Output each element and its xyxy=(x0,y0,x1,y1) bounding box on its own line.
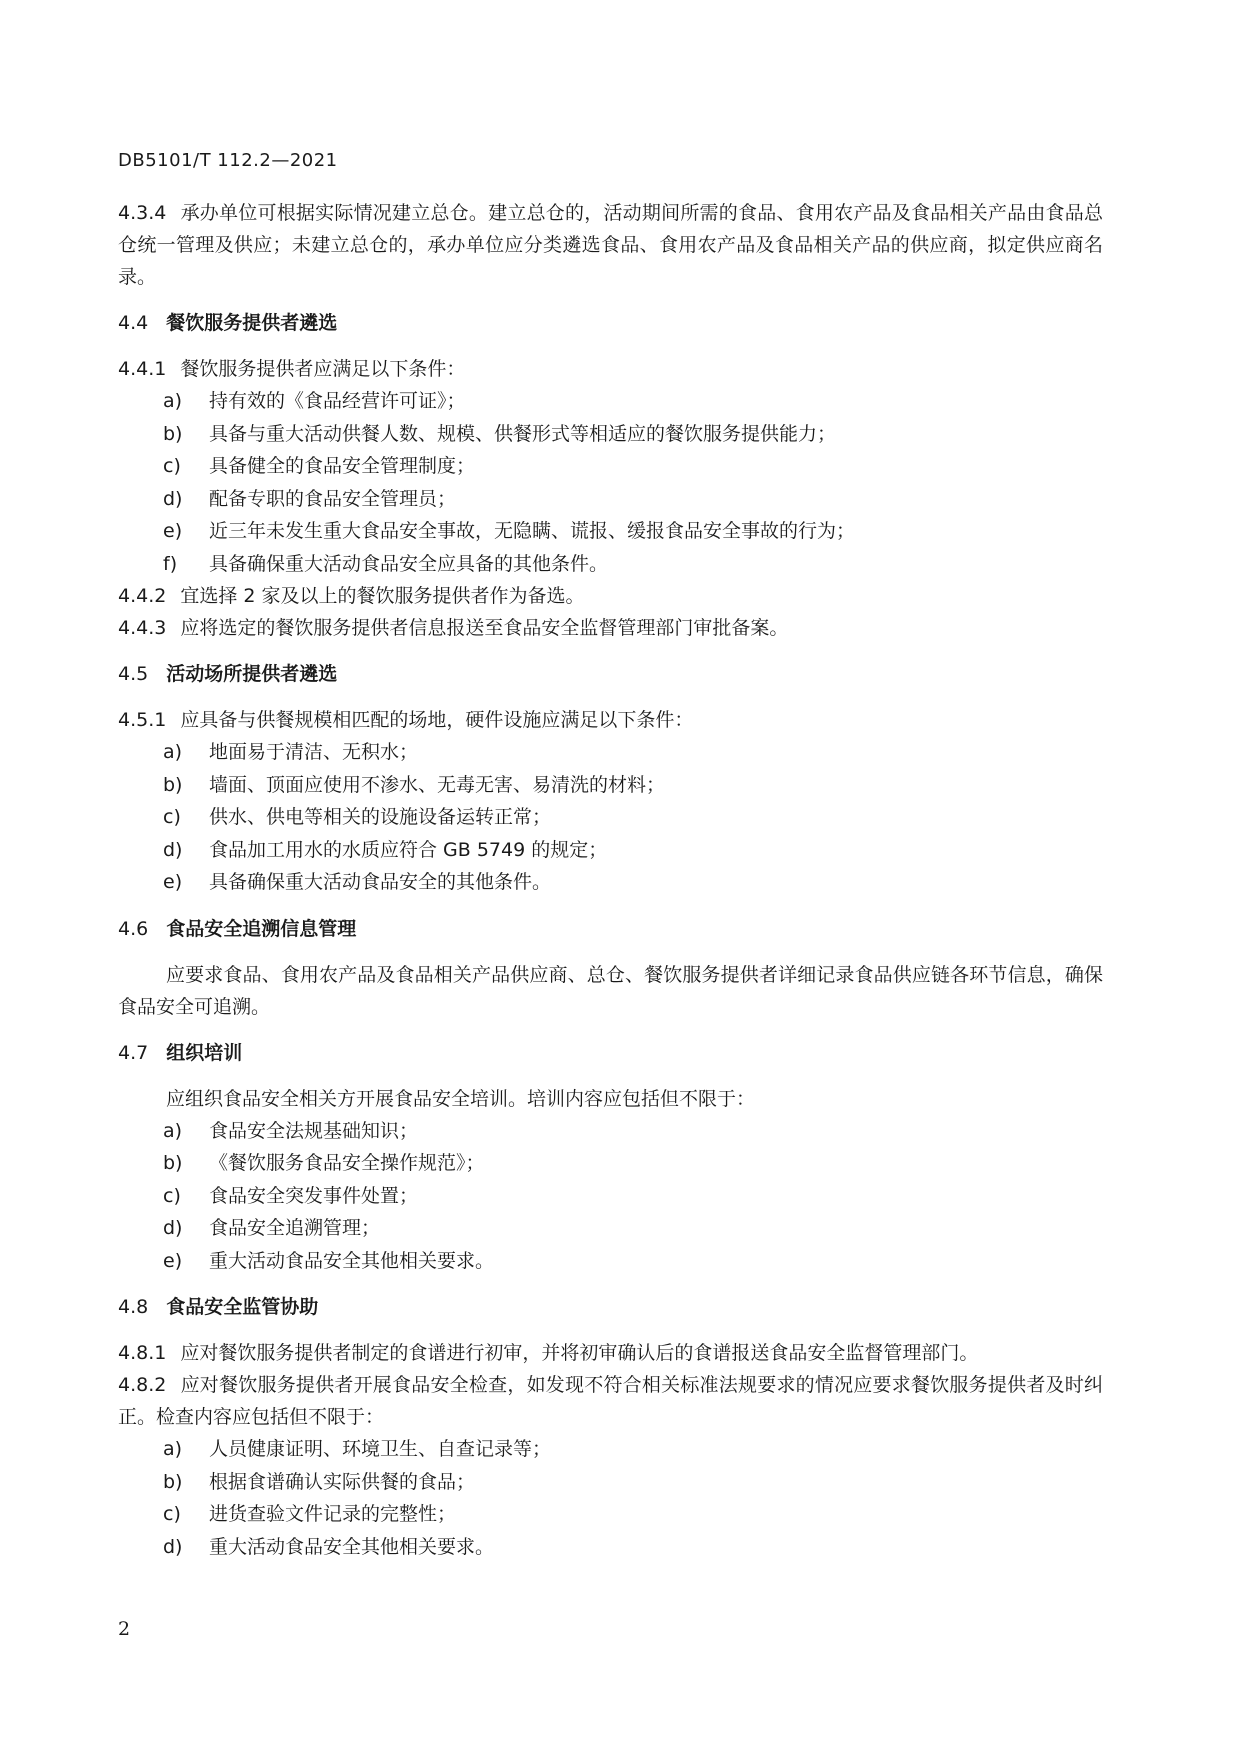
section-heading-4-5 xyxy=(118,658,1103,690)
clause-4-5-1 xyxy=(118,704,1103,736)
list-item xyxy=(118,1180,1103,1213)
body-paragraph: 应组织食品安全相关方开展食品安全培训。培训内容应包括但不限于： xyxy=(166,1087,756,1110)
clause-text: 应具备与供餐规模相匹配的场地，硬件设施应满足以下条件： xyxy=(180,709,694,731)
list-item xyxy=(118,769,1103,802)
list-item-label: d) xyxy=(163,487,183,510)
list-item xyxy=(118,548,1103,581)
list-item-label: c) xyxy=(163,455,181,477)
list-item xyxy=(118,418,1103,451)
list-item-label: a) xyxy=(163,1119,183,1142)
section-number: 4.8 xyxy=(118,1296,149,1318)
list-item xyxy=(118,515,1103,548)
list-item xyxy=(118,801,1103,834)
list-item-label: a) xyxy=(163,390,183,412)
list-item-label: b) xyxy=(163,422,183,445)
list-item-text: 食品安全突发事件处置； xyxy=(209,1184,419,1207)
list-item-label: b) xyxy=(163,1152,183,1174)
list-item-label: c) xyxy=(163,806,181,828)
list-item-text: 《餐饮服务食品安全操作规范》； xyxy=(209,1152,485,1174)
list-item-text: 持有效的《食品经营许可证》； xyxy=(209,390,466,412)
list-item xyxy=(118,1466,1103,1499)
list-item xyxy=(118,1115,1103,1148)
page-number: 2 xyxy=(118,1618,131,1640)
section-number: 4.7 xyxy=(118,1041,149,1064)
clause-text: 宜选择 2 家及以上的餐饮服务提供者作为备选。 xyxy=(180,585,585,607)
list-item-text: 配备专职的食品安全管理员； xyxy=(209,487,457,510)
list-item-text: 供水、供电等相关的设施设备运转正常； xyxy=(209,806,552,828)
list-item-text: 食品安全追溯管理； xyxy=(209,1217,381,1239)
list-item-text: 食品安全法规基础知识； xyxy=(209,1119,419,1142)
list-item xyxy=(118,385,1103,418)
section-title: 食品安全监管协助 xyxy=(166,1296,319,1318)
list-item-text: 墙面、顶面应使用不渗水、无毒无害、易清洗的材料； xyxy=(209,773,666,796)
list-item-text: 具备确保重大活动食品安全应具备的其他条件。 xyxy=(209,552,609,575)
clause-4-4-3 xyxy=(118,612,1103,644)
clause-number: 4.4.2 xyxy=(118,585,167,607)
list-item xyxy=(118,834,1103,867)
list-item-label: a) xyxy=(163,741,183,763)
clause-4-4-2 xyxy=(118,580,1103,612)
list-item-label: d) xyxy=(163,1535,183,1558)
list-item xyxy=(118,1498,1103,1531)
list-item-text: 地面易于清洁、无积水； xyxy=(209,741,419,763)
section-title: 活动场所提供者遴选 xyxy=(166,663,338,685)
section-title: 餐饮服务提供者遴选 xyxy=(166,312,338,334)
clause-text: 应对餐饮服务提供者开展食品安全检查，如发现不符合相关标准法规要求的情况应要求餐饮服务提供者及时纠正。检查内容应包括但不限于： xyxy=(118,1374,1103,1428)
clause-number: 4.8.1 xyxy=(118,1342,167,1364)
document-body xyxy=(118,197,1103,1563)
section-number: 4.5 xyxy=(118,663,149,685)
list-item-text: 具备与重大活动供餐人数、规模、供餐形式等相适应的餐饮服务提供能力； xyxy=(209,422,837,445)
list-item xyxy=(118,736,1103,769)
list-item-label: e) xyxy=(163,871,183,893)
list-item-label: d) xyxy=(163,1217,183,1239)
section-title: 组织培训 xyxy=(166,1041,243,1064)
clause-number: 4.4.1 xyxy=(118,358,167,380)
clause-number: 4.3.4 xyxy=(118,202,167,224)
list-item-label: a) xyxy=(163,1438,183,1460)
clause-4-4-1 xyxy=(118,353,1103,385)
clause-4-8-2 xyxy=(118,1369,1103,1433)
list-item xyxy=(118,1531,1103,1564)
list-item-label: b) xyxy=(163,773,183,796)
section-heading-4-4 xyxy=(118,307,1103,339)
list-item-text: 具备确保重大活动食品安全的其他条件。 xyxy=(209,871,552,893)
list-item-text: 近三年未发生重大食品安全事故，无隐瞒、谎报、缓报食品安全事故的行为； xyxy=(209,520,856,542)
list-item-text: 根据食谱确认实际供餐的食品； xyxy=(209,1470,476,1493)
list-item-label: e) xyxy=(163,520,183,542)
section-heading-4-8 xyxy=(118,1291,1103,1323)
list-item-label: e) xyxy=(163,1249,183,1272)
list-item-label: b) xyxy=(163,1470,183,1493)
section-heading-4-7 xyxy=(118,1037,1103,1069)
section-number: 4.6 xyxy=(118,917,149,940)
clause-text: 餐饮服务提供者应满足以下条件： xyxy=(180,358,466,380)
clause-4-3-4 xyxy=(118,197,1103,293)
clause-4-8-1 xyxy=(118,1337,1103,1369)
section-heading-4-6 xyxy=(118,913,1103,945)
list-item xyxy=(118,1433,1103,1466)
list-item-label: c) xyxy=(163,1503,181,1525)
clause-text: 应对餐饮服务提供者制定的食谱进行初审，并将初审确认后的食谱报送食品安全监督管理部门。 xyxy=(180,1342,979,1364)
list-item-label: c) xyxy=(163,1184,181,1207)
list-item xyxy=(118,1245,1103,1278)
section-title: 食品安全追溯信息管理 xyxy=(166,917,357,940)
clause-number: 4.8.2 xyxy=(118,1374,167,1396)
clause-text: 应将选定的餐饮服务提供者信息报送至食品安全监督管理部门审批备案。 xyxy=(180,617,789,639)
list-item xyxy=(118,483,1103,516)
list-item-text: 人员健康证明、环境卫生、自查记录等； xyxy=(209,1438,552,1460)
list-item xyxy=(118,450,1103,483)
section-number: 4.4 xyxy=(118,312,149,334)
list-item xyxy=(118,1147,1103,1180)
list-item-label: f) xyxy=(163,552,178,575)
clause-number: 4.4.3 xyxy=(118,617,167,639)
clause-number: 4.5.1 xyxy=(118,709,167,731)
clause-text: 承办单位可根据实际情况建立总仓。建立总仓的，活动期间所需的食品、食用农产品及食品相关产品由食品总仓统一管理及供应；未建立总仓的，承办单位应分类遴选食品、食用农产品及食品相关产品的供应商，拟定供应商名录。 xyxy=(118,202,1103,288)
list-item-text: 进货查验文件记录的完整性； xyxy=(209,1503,457,1525)
document-header: DB5101/T 112.2—2021 xyxy=(118,150,338,171)
body-paragraph: 应要求食品、食用农产品及食品相关产品供应商、总仓、餐饮服务提供者详细记录食品供应链各环节信息，确保食品安全可追溯。 xyxy=(118,963,1103,1018)
list-item-text: 重大活动食品安全其他相关要求。 xyxy=(209,1249,495,1272)
list-item-text: 食品加工用水的水质应符合 GB 5749 的规定； xyxy=(209,838,608,861)
list-item xyxy=(118,866,1103,899)
list-item xyxy=(118,1212,1103,1245)
list-item-text: 具备健全的食品安全管理制度； xyxy=(209,455,476,477)
list-item-text: 重大活动食品安全其他相关要求。 xyxy=(209,1535,495,1558)
list-item-label: d) xyxy=(163,838,183,861)
